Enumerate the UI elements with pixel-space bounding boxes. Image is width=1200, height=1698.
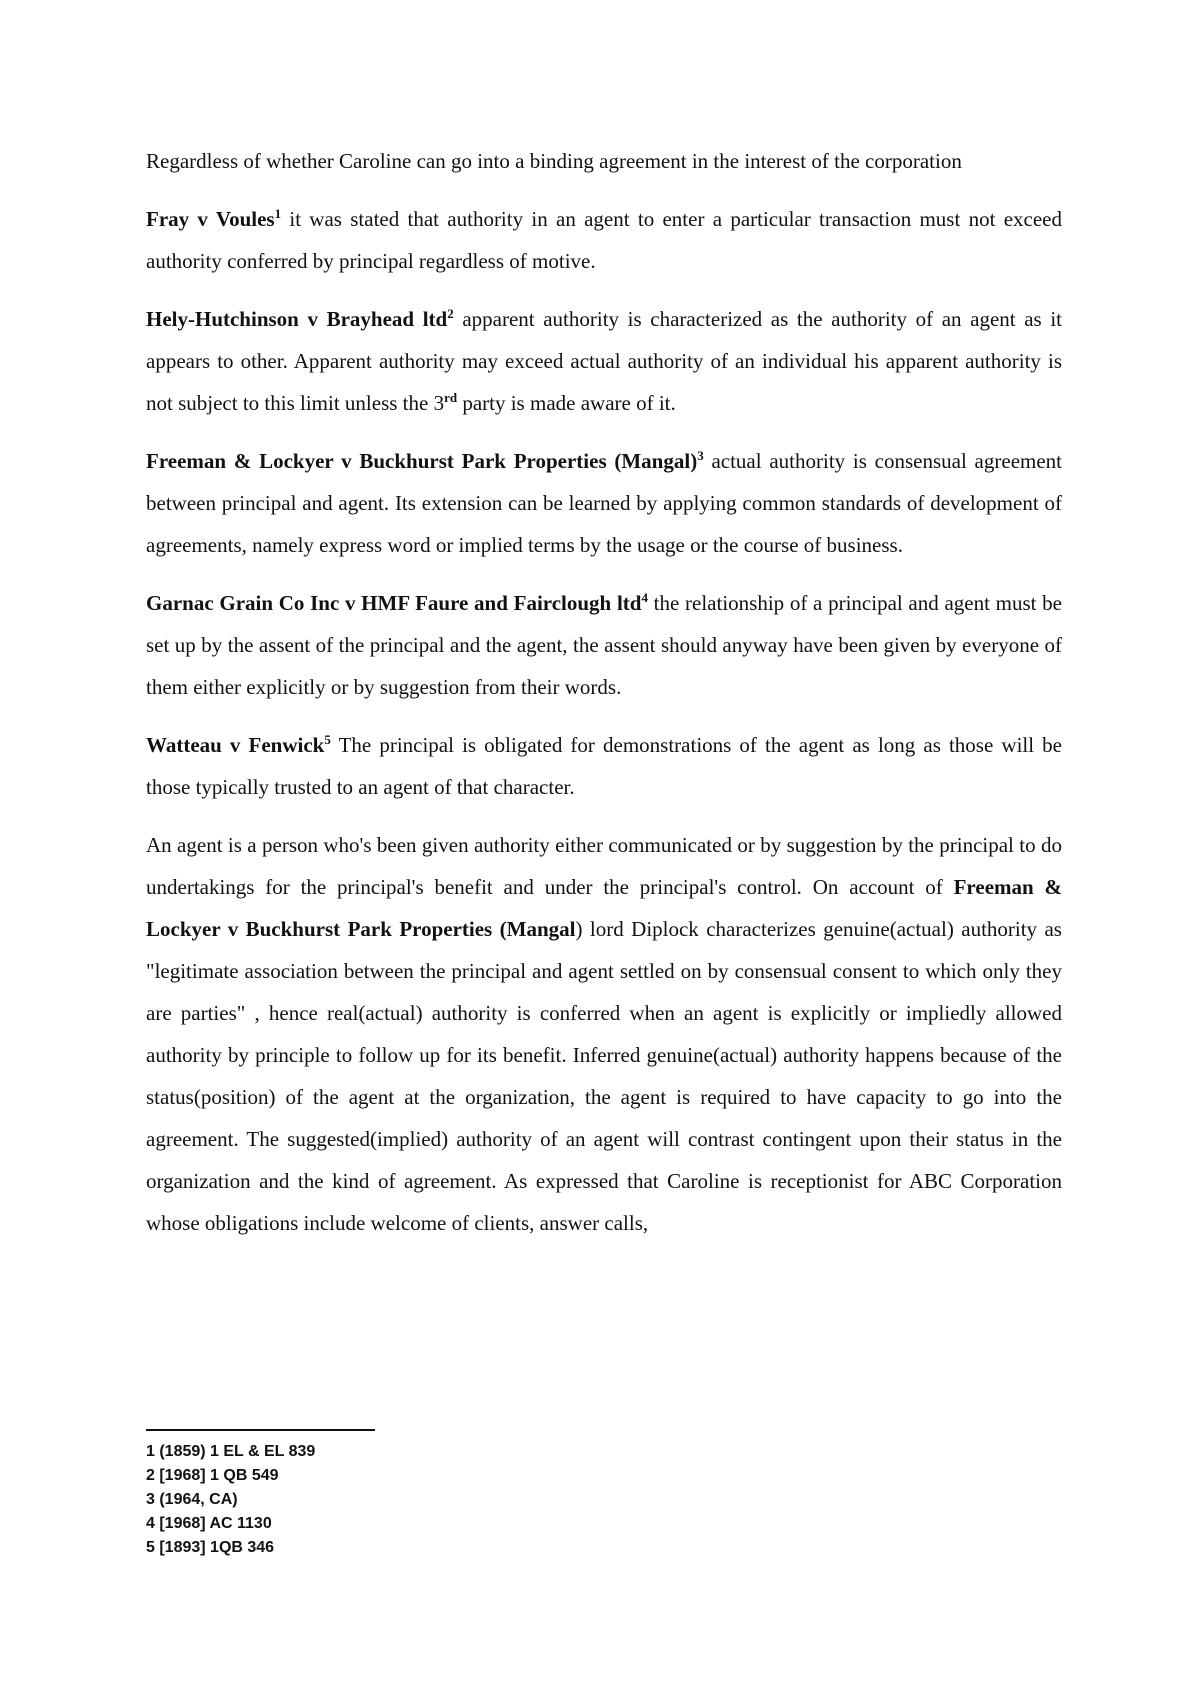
footnote-ref[interactable]: 4 <box>641 590 648 605</box>
case-name: Freeman & Lockyer v Buckhurst Park Properties (Mangal <box>146 875 1062 941</box>
footnotes <box>146 1440 546 1560</box>
footnote-3: 3 (1964, CA) <box>146 1491 238 1508</box>
paragraph-text: apparent authority is characterized as the authority of an agent as it appears to other. Apparent authority may exceed actual authority of an individual his apparent authority is not subject to this limit unless the 3 <box>146 307 1063 415</box>
footnote-1: 1 (1859) 1 EL & EL 839 <box>146 1443 316 1460</box>
case-name: Fray v Voules <box>146 207 275 231</box>
footnote-4: 4 [1968] AC 1130 <box>146 1515 272 1532</box>
footnote-ref[interactable]: 5 <box>324 732 331 747</box>
footnote-5: 5 [1893] 1QB 346 <box>146 1539 275 1556</box>
case-name: Garnac Grain Co Inc v HMF Faure and Fairclough ltd <box>146 591 642 615</box>
footnote-separator <box>146 1429 375 1431</box>
paragraph-text: Regardless of whether Caroline can go into a binding agreement in the interest of the corporation <box>146 149 962 173</box>
paragraph-freeman-lockyer <box>146 440 1062 566</box>
paragraph-text: actual authority is consensual agreement between principal and agent. Its extension can be learned by applying common standards of development of agreements, namely express word or implied terms by the usage or the course of business. <box>146 449 1063 557</box>
case-name: Freeman & Lockyer v Buckhurst Park Properties (Mangal) <box>146 449 698 473</box>
footnote-ref[interactable]: 3 <box>697 448 704 463</box>
footnote-2: 2 [1968] 1 QB 549 <box>146 1467 279 1484</box>
case-name: Watteau v Fenwick <box>146 733 325 757</box>
case-name: Hely-Hutchinson v Brayhead ltd <box>146 307 448 331</box>
paragraph-watteau-v-fenwick <box>146 724 1062 808</box>
paragraph-fray-v-voules <box>146 198 1062 282</box>
paragraph-agent-definition <box>146 824 1062 1244</box>
paragraph-garnac-grain <box>146 582 1062 708</box>
paragraph-text: the relationship of a principal and agent must be set up by the assent of the principal and the agent, the assent should anyway have been given by everyone of them either explicitly or by suggestion from their words. <box>146 591 1062 699</box>
paragraph-hely-hutchinson <box>146 298 1062 424</box>
footnote-ref[interactable]: 2 <box>447 306 454 321</box>
paragraph-text-end: party is made aware of it. <box>457 391 676 415</box>
paragraph-text: The principal is obligated for demonstrations of the agent as long as those will be those typically trusted to an agent of that character. <box>146 733 1062 799</box>
paragraph-text: it was stated that authority in an agent to enter a particular transaction must not exceed authority conferred by principal regardless of motive. <box>146 207 1062 273</box>
footnote-ref[interactable]: 1 <box>274 206 282 221</box>
paragraph-intro <box>146 140 1062 182</box>
paragraph-text: An agent is a person who's been given authority either communicated or by suggestion by the principal to do undertakings for the principal's benefit and under the principal's control. On account of <box>146 833 1062 899</box>
paragraph-text-end: ) lord Diplock characterizes genuine(actual) authority as "legitimate association between the principal and agent settled on by consensual consent to which only they are parties" , hence real(actual) authority is conferred when an agent is explicitly or impliedly allowed authority by principle to follow up for its benefit. Inferred genuine(actual) authority happens because of the status(position) of the agent at the organization, the agent is required to have capacity to go into the agreement. The suggested(implied) authority of an agent will contrast contingent upon their status in the organization and the kind of agreement. As expressed that Caroline is receptionist for ABC Corporation whose obligations include welcome of clients, answer calls, <box>146 917 1062 1235</box>
document-body <box>146 140 1062 1244</box>
ordinal-suffix: rd <box>444 390 458 405</box>
